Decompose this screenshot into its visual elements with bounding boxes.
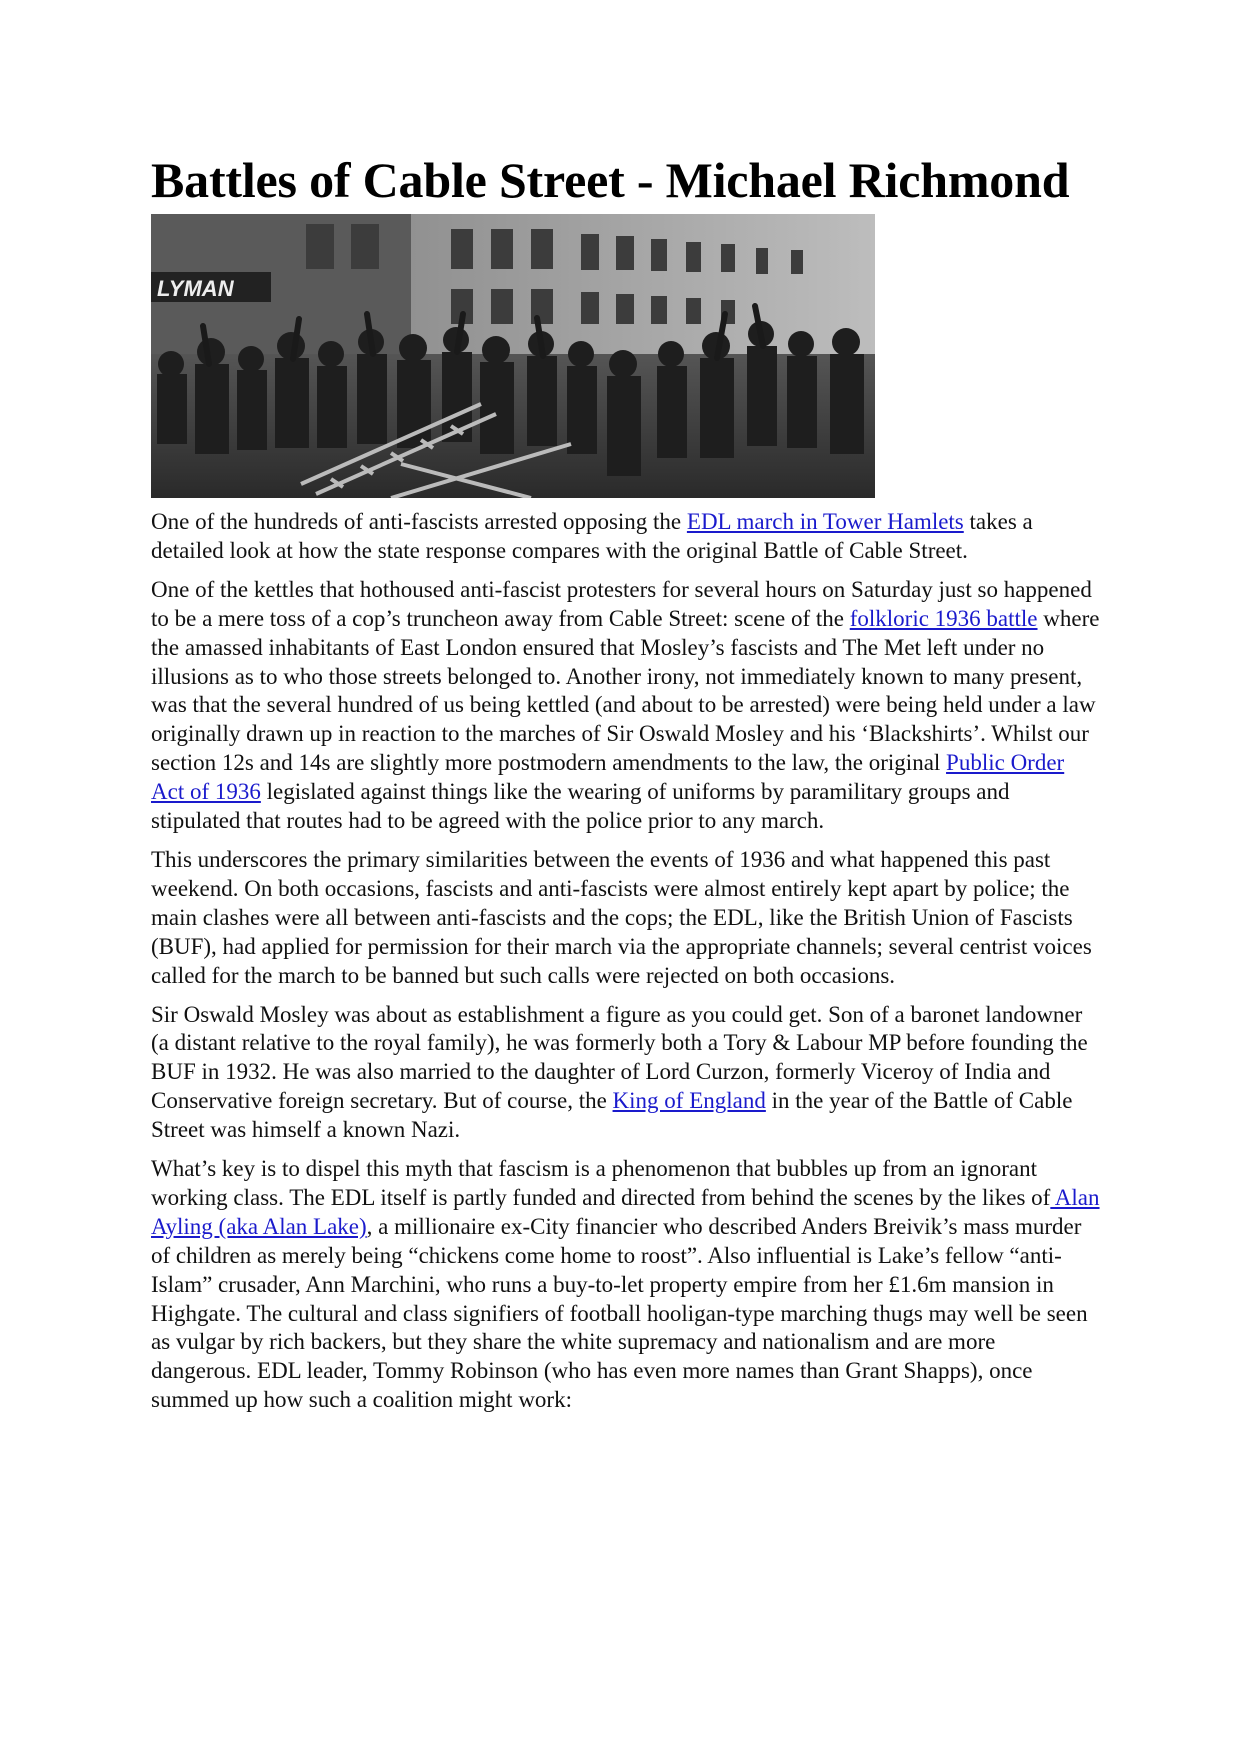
paragraph-text: legislated against things like the wearing of uniforms by paramilitary groups and stipulated that routes had to be agreed with the police prior to any march. [151,779,1010,834]
public-order-act-link[interactable]: Public Order Act of 1936 [151,750,1065,805]
paragraph-mosley [151,1001,1101,1146]
paragraph-kettles [151,576,1101,836]
paragraph-text: where the amassed inhabitants of East London ensured that Mosley’s fascists and The Met left under no illusions as to who those streets belonged to. Another irony, not immediately known to many present, was that the several hundred of us being kettled (and about to be arrested) were being held under a law originally drawn up in reaction to the marches of Sir Oswald Mosley and his ‘Blackshirts’. Whilst our section 12s and 14s are slightly more postmodern amendments to the law, the original [151,605,1100,776]
paragraph-text: , a millionaire ex-City financier who described Anders Breivik’s mass murder of children as merely being “chickens come home to roost”. Also influential is Lake’s fellow “anti-Islam” crusader, Ann Marchini, who runs a buy-to-let property empire from her £1.6m mansion in Highgate. The cultural and class signifiers of football hooligan-type marching thugs may well be seen as vulgar by rich backers, but they share the white supremacy and nationalism and are more dangerous. EDL leader, Tommy Robinson (who has even more names than Grant Shapps), once summed up how such a coalition might work: [151,1213,1088,1413]
king-of-england-link[interactable]: King of England [612,1088,766,1114]
cable-street-photo [151,214,875,498]
paragraph-text: takes a detailed look at how the state response compares with the original Battle of Cable Street. [151,509,1033,563]
paragraph-myth [151,1155,1101,1415]
folkloric-battle-link[interactable]: folkloric 1936 battle [849,605,1038,631]
alan-ayling-link[interactable]: Alan Ayling (aka Alan Lake) [151,1184,1100,1239]
paragraph-intro [151,508,1101,566]
paragraph-text: One of the hundreds of anti-fascists arrested opposing the [151,509,687,534]
paragraph-text: in the year of the Battle of Cable Street was himself a known Nazi. [151,1088,1073,1143]
edl-march-link[interactable]: EDL march in Tower Hamlets [686,509,964,534]
paragraph-text: Sir Oswald Mosley was about as establishment a figure as you could get. Son of a baronet landowner (a distant relative to the royal family), he was formerly both a Tory & Labour MP before founding the BUF in 1932. He was also married to the daughter of Lord Curzon, formerly Viceroy of India and Conservative foreign secretary. But of course, the [151,1001,1088,1114]
paragraph-text: One of the kettles that hothoused anti-fascist protesters for several hours on Saturday just so happened to be a mere toss of a cop’s truncheon away from Cable Street: scene of the [151,576,1092,631]
article-title: Battles of Cable Street - Michael Richmond [151,152,1070,208]
document-page [151,150,1101,1415]
photo-illustration [151,214,875,498]
paragraph-text: What’s key is to dispel this myth that fascism is a phenomenon that bubbles up from an ignorant working class. The EDL itself is partly funded and directed from behind the scenes by the likes of [151,1156,1051,1210]
shop-sign-text: LYMAN [157,276,234,301]
paragraph-similarities: This underscores the primary similarities between the events of 1936 and what happened this past weekend. On both occasions, fascists and anti-fascists were almost entirely kept apart by police; the main clashes were all between anti-fascists and the cops; the EDL, like the British Union of Fascists (BUF), had applied for permission for their march via the appropriate channels; several centrist voices called for the march to be banned but such calls were rejected on both occasions. [151,846,1092,988]
